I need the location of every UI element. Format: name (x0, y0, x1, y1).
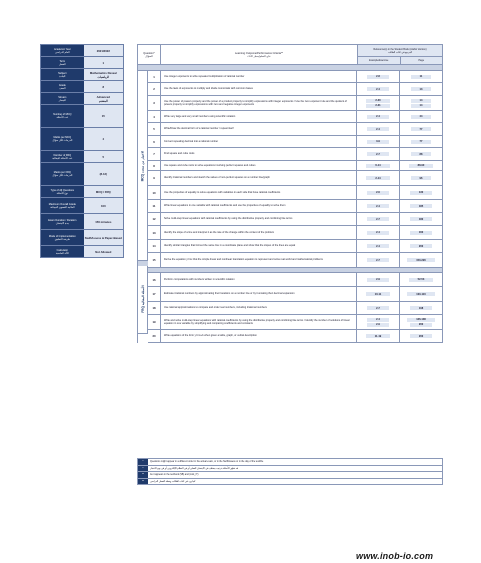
info-value (84, 57, 123, 68)
learning-outcome: Convert repeating decimal into a rational number (161, 136, 357, 147)
example-value: 10-11 (366, 292, 391, 296)
page-value: 11 (411, 75, 432, 79)
footnote-text: كما ورد في كتاب الطالب وخطة الفصل الدراسي (150, 480, 196, 483)
table-row (148, 186, 443, 200)
section-label (138, 266, 148, 334)
learning-outcome: Identify the slope of a line and interpret it as the rate of the change within the context of the problem (161, 226, 357, 239)
example-value: 11-19 (366, 334, 391, 338)
table-row (148, 315, 443, 330)
table-row (148, 240, 443, 253)
learning-outcome: Write/Draw the decimal form of a rational number / repeat itself (161, 123, 357, 135)
table-row (148, 213, 443, 226)
question-number: 15 (148, 253, 161, 267)
example-value: 2-4 (367, 231, 389, 235)
learning-outcome: Write linear equations in one variable with rational coefficients and use the properties of equality to solve them (161, 200, 357, 212)
example-cell (357, 226, 400, 239)
page-cell (400, 123, 442, 135)
info-key-ar: مدة الامتحان (55, 221, 69, 225)
table-row (148, 330, 443, 343)
info-value-main: 15 (101, 114, 105, 118)
page-cell (400, 302, 442, 314)
info-value (84, 246, 123, 257)
info-key-en: Marks per FRQ (53, 171, 71, 174)
example-cell (357, 330, 400, 342)
page-value: 88 (411, 152, 432, 156)
info-value-text (103, 61, 105, 65)
table-row (148, 302, 443, 315)
info-key (41, 57, 84, 68)
example-value: 2-30 (366, 99, 389, 103)
question-number: 17 (148, 287, 161, 301)
example-cell (357, 253, 400, 267)
page-value: 160 (410, 231, 432, 235)
table-body (137, 71, 443, 343)
info-value-text (90, 71, 117, 79)
page-cell (400, 71, 442, 82)
info-key (41, 186, 84, 197)
example-cell (357, 136, 400, 147)
example-value: 2-9 (367, 278, 389, 282)
reference-col-header: Reference(s) in the Student Book (Arabic Version) المرجع في كتاب الطالب Example/Exercise Page (358, 45, 442, 64)
page-cell (400, 186, 442, 199)
question-col-header: Question* السؤال (138, 45, 161, 64)
info-value (84, 45, 123, 56)
info-value-main: 1 (102, 60, 105, 65)
info-value-ar: المتقدم (98, 98, 108, 103)
question-number: 7 (148, 148, 161, 160)
learning-outcome: Find square and cube roots (161, 148, 357, 160)
page-cell (400, 83, 442, 95)
info-value-text (95, 250, 111, 254)
page-value: 96 (411, 176, 432, 180)
example-cell (357, 273, 400, 286)
page-cell (400, 148, 442, 160)
page-value: 13 (411, 87, 432, 91)
page-cell (400, 240, 442, 252)
info-key (41, 81, 84, 92)
info-key (41, 151, 84, 162)
info-key (41, 163, 84, 185)
info-value-text (95, 220, 111, 224)
page-value: 150-220 (407, 258, 435, 262)
example-value: 6-14 (366, 164, 389, 168)
exam-info-panel (40, 44, 124, 258)
page-value: 200 (410, 323, 432, 327)
footnote-marker: * (138, 459, 148, 465)
info-value-text (96, 190, 111, 194)
example-cell (357, 83, 400, 95)
info-key-en: Mode of Implementation (48, 234, 76, 238)
page-value: 77 (411, 140, 432, 144)
page-value: 136-138 (407, 318, 435, 322)
page-cell (400, 315, 442, 329)
table-row (148, 161, 443, 171)
info-value (84, 105, 123, 127)
info-value (84, 128, 123, 150)
info-key-ar: الدرجات لكل سؤال (52, 139, 73, 142)
table-row (148, 123, 443, 136)
info-key (41, 230, 84, 245)
info-row (40, 69, 124, 81)
question-number: 19 (148, 315, 161, 329)
example-value: 2-4 (367, 244, 389, 248)
info-key-ar: طريقة التطبيق (54, 237, 70, 241)
info-row (40, 81, 124, 93)
footnote-marker: * (138, 466, 148, 472)
info-value-main: Mathematics Reveal (89, 70, 117, 75)
page-value: 200 (410, 244, 432, 248)
learning-outcome: Use the power of powers property and the power of a product property to simplify expressions with integer exponents / Use the zero exponent rule and the quotient of powers property to simplify expressions with zero and negative integer exponents (161, 96, 357, 110)
example-value: 2-4 (367, 204, 389, 208)
info-value (84, 81, 123, 92)
info-value-text (103, 85, 105, 89)
info-key (41, 45, 84, 56)
info-value (84, 230, 123, 245)
page-value: 77 (411, 127, 432, 131)
info-key-ar: العلامة القصوى الممكنة (50, 205, 75, 209)
table-rows (148, 71, 443, 343)
info-value (84, 214, 123, 229)
info-key-en: Marks per MCQ (53, 136, 72, 139)
learning-outcome: Write very large and very small numbers using scientific notation (161, 111, 357, 122)
info-key-ar: العام الدراسي (55, 50, 70, 54)
question-number: 5 (148, 123, 161, 135)
question-number: 20 (148, 330, 161, 342)
page-cell (400, 161, 442, 170)
page-cell (400, 213, 442, 225)
page-value: 52-53 (409, 278, 434, 282)
example-value: 2-4 (367, 127, 389, 131)
info-row (40, 198, 124, 214)
page-value: 14 (411, 104, 432, 108)
info-key (41, 128, 84, 150)
question-number: 16 (148, 273, 161, 286)
learning-outcome: Identify irrational numbers and sketch the values of non-perfect squares on a number line/graph (161, 171, 357, 185)
info-value-text (100, 172, 107, 176)
info-value-main: MCQ / FRQ (95, 189, 111, 194)
info-row (40, 44, 124, 57)
info-value-main: 8 (102, 84, 105, 89)
info-value-text (97, 49, 110, 53)
info-value (84, 186, 123, 197)
table-row (148, 287, 443, 302)
info-key-en: Maximum Overall Grade (48, 202, 76, 206)
info-key (41, 93, 84, 104)
info-value-text (103, 137, 105, 141)
info-key-en: Number of FRQ (53, 153, 72, 157)
page-cell (400, 253, 442, 267)
question-number: 12 (148, 213, 161, 225)
info-value-text (85, 236, 122, 240)
info-key-ar: الفصل (58, 62, 66, 66)
example-value: 2-7 (367, 217, 389, 221)
example-value: 2-7 (367, 306, 389, 310)
learning-outcome: Estimate irrational numbers by approximating their locations on a number line or by truncating their decimal expansion (161, 287, 357, 301)
info-value (84, 198, 123, 213)
table-row (148, 226, 443, 240)
question-number: 2 (148, 83, 161, 95)
info-key-ar: عدد الأسئلة المقالية (52, 156, 73, 160)
question-number: 8 (148, 161, 161, 170)
learning-outcome: Solve multi-step linear equations with rational coefficients by using the distributive property and combining like terms (161, 213, 357, 225)
info-key-ar: الصف (59, 86, 66, 90)
example-value: 2-7 (367, 258, 389, 262)
question-number: 10 (148, 186, 161, 199)
info-key (41, 246, 84, 257)
example-cell (357, 200, 400, 212)
section-label-text: FRQ الأسئلة المقالية (140, 285, 145, 313)
example-cell (357, 171, 400, 185)
learning-outcome: Derive the equation y=mx that the simple linear and nonlinear translation equation to represent and solve real world and mathematical problems (161, 253, 357, 267)
info-value-text (97, 95, 110, 103)
info-value-ar: الرياضيات (97, 74, 110, 79)
info-row (40, 151, 124, 163)
info-value-main: Not Allowed (95, 249, 112, 254)
info-key-en: Subject (58, 71, 67, 75)
info-row (40, 163, 124, 186)
info-value (84, 93, 123, 104)
table-row (148, 200, 443, 213)
question-number: 14 (148, 240, 161, 252)
example-value: 2-9 (367, 323, 389, 327)
question-number: 13 (148, 226, 161, 239)
page-cell (400, 111, 442, 122)
footnote-marker: ** (138, 479, 148, 485)
footnote-row (137, 458, 443, 466)
learning-outcome: Use the properties of equality to solve equations with variables in each side that have rational coefficients (161, 186, 357, 199)
page-cell (400, 273, 442, 286)
table-row (148, 171, 443, 186)
learning-outcome: Use square and cube roots to solve equations involving perfect squares and cubes (161, 161, 357, 170)
example-value: 2-14 (366, 176, 389, 180)
info-key-ar: نوع الأسئلة (56, 191, 68, 195)
info-key-ar: عدد الأسئلة (56, 116, 69, 119)
table-header (137, 44, 443, 65)
info-key-en: Academic Year (53, 47, 71, 51)
info-row (40, 57, 124, 69)
page-cell (400, 171, 442, 185)
info-value (84, 163, 123, 185)
example-value: 2-7 (367, 152, 389, 156)
info-value-text (101, 204, 106, 208)
page-value: 108 (410, 306, 432, 310)
table-row (148, 136, 443, 148)
brand-watermark: www.inob-io.com (356, 551, 434, 561)
example-cell (357, 240, 400, 252)
info-value-text (102, 114, 105, 118)
page-value: 44 (411, 115, 432, 119)
page-value: 200 (410, 334, 432, 338)
table-row (148, 96, 443, 111)
footnotes (137, 458, 443, 485)
page-value: 180 (410, 217, 432, 221)
info-key-en: Calculator (56, 248, 68, 252)
learning-outcome-col-header: Learning Outcome/Performance Criteria** نتاج التعلم/معيار الأداء (161, 45, 358, 64)
footnote-text: قد تظهر الأسئلة بترتيب مختلف في الامتحان الفعلي أو في النظام الإلكتروني أو في يوم الاختبار (150, 467, 238, 470)
footnote-marker: ** (138, 472, 148, 478)
example-cell (357, 315, 400, 329)
info-key-en: Type of All Questions (50, 188, 75, 192)
info-value-text (103, 155, 105, 159)
page-value: 130 (410, 191, 432, 195)
table-row (148, 111, 443, 123)
info-key-ar: الدرجات لكل سؤال (52, 174, 73, 177)
section-label (138, 71, 148, 261)
footnote-text: Questions might appear in a different order in the actual exam, or in the SwiftAssess or in the day of the test/the (150, 460, 264, 463)
section-labels (138, 71, 148, 343)
learning-outcome: Write and solve multi-step linear equations with rational coefficients by using the distributive property and combining like terms / Identify the number of solutions of linear equation in one variable by simplifying and comparing coefficients and constants (161, 315, 357, 329)
example-value: 3-9 (367, 140, 389, 144)
question-number: 18 (148, 302, 161, 314)
page-col-header: Page (401, 57, 443, 64)
learning-outcome: Use the laws of exponents to multiply and divide monomials with common bases (161, 83, 357, 95)
example-cell (357, 96, 400, 110)
page-cell (400, 330, 442, 342)
example-cell (357, 111, 400, 122)
info-value (84, 151, 123, 162)
example-cell (357, 71, 400, 82)
page-value: 88-90 (409, 164, 434, 168)
info-row (40, 246, 124, 258)
table-row (148, 273, 443, 287)
info-value-main: (8-12) (99, 172, 108, 176)
question-number: 3 (148, 96, 161, 110)
info-value-main: SwiftAssess & Paper-Based (84, 235, 122, 240)
info-row (40, 214, 124, 230)
example-value: 2-4 (367, 318, 389, 322)
info-row (40, 230, 124, 246)
info-key-en: Exam Duration / Duration (48, 218, 77, 222)
info-key (41, 105, 84, 127)
section-label-text: MCQ الاختيار من متعدد (140, 150, 145, 181)
footnote-row (137, 479, 443, 486)
question-number: 6 (148, 136, 161, 147)
info-value-main: Advanced (96, 94, 110, 99)
info-key-en: Term (59, 59, 66, 63)
page-value: 185 (410, 204, 432, 208)
info-value-main: 100 (100, 203, 106, 208)
info-row (40, 105, 124, 128)
info-key-en: Number of MCQ (53, 113, 72, 116)
example-cell (357, 161, 400, 170)
info-row (40, 128, 124, 151)
info-value-main: 5 (102, 154, 105, 159)
info-row (40, 186, 124, 198)
example-cell (357, 186, 400, 199)
table-row (148, 148, 443, 161)
example-value: 2-8 (367, 75, 389, 79)
info-key-ar: المادة (59, 74, 66, 78)
question-number: 4 (148, 111, 161, 122)
info-key-en: Stream (58, 95, 67, 99)
table-row (148, 253, 443, 268)
info-value-main: 150 minutes (95, 219, 112, 224)
page-value: 103-110 (407, 292, 434, 296)
example-value: 2-4 (367, 87, 389, 91)
question-number: 1 (148, 71, 161, 82)
example-cell (357, 302, 400, 314)
learning-outcome: Use rational approximations to compare and order real numbers, including irrational numbers (161, 302, 357, 314)
info-key (41, 69, 84, 80)
page-cell (400, 287, 442, 301)
learning-outcome: Use integer exponents to write repeated multiplication of rational number (161, 71, 357, 82)
example-cell (357, 213, 400, 225)
page-cell (400, 136, 442, 147)
page-cell (400, 96, 442, 110)
example-value: 2-4 (367, 115, 389, 119)
coverage-table (137, 44, 443, 343)
info-value (84, 69, 123, 80)
info-value-main: 4 (102, 137, 105, 141)
info-key (41, 214, 84, 229)
example-col-header: Example/Exercise (358, 57, 401, 64)
example-cell (357, 123, 400, 135)
learning-outcome: Identify similar triangles that formed the same line in a coordinate plane and show that the slopes of the lines are equal (161, 240, 357, 252)
footnote-text: As it appears in the textbook (SB) and (Link_IT) (150, 473, 199, 476)
question-number: 9 (148, 171, 161, 185)
page-cell (400, 226, 442, 239)
example-value: 2-6 (367, 191, 389, 195)
example-cell (357, 287, 400, 301)
example-value: 2-21 (366, 104, 389, 108)
learning-outcome: Write equations of the form y=mx+b when given a table, graph, or verbal description (161, 330, 357, 342)
page-cell (400, 200, 442, 212)
info-key (41, 198, 84, 213)
question-number: 11 (148, 200, 161, 212)
info-key-ar: الآلة الحاسبة (55, 251, 69, 255)
learning-outcome: Perform computations with numbers written in scientific notation (161, 273, 357, 286)
info-key-ar: المسار (58, 98, 66, 102)
example-cell (357, 148, 400, 160)
table-row (148, 71, 443, 83)
info-value-main: 2021/2022 (96, 48, 110, 53)
page-value: 14 (411, 99, 432, 103)
table-row (148, 83, 443, 96)
info-key-en: Grade (58, 83, 66, 87)
info-row (40, 93, 124, 105)
